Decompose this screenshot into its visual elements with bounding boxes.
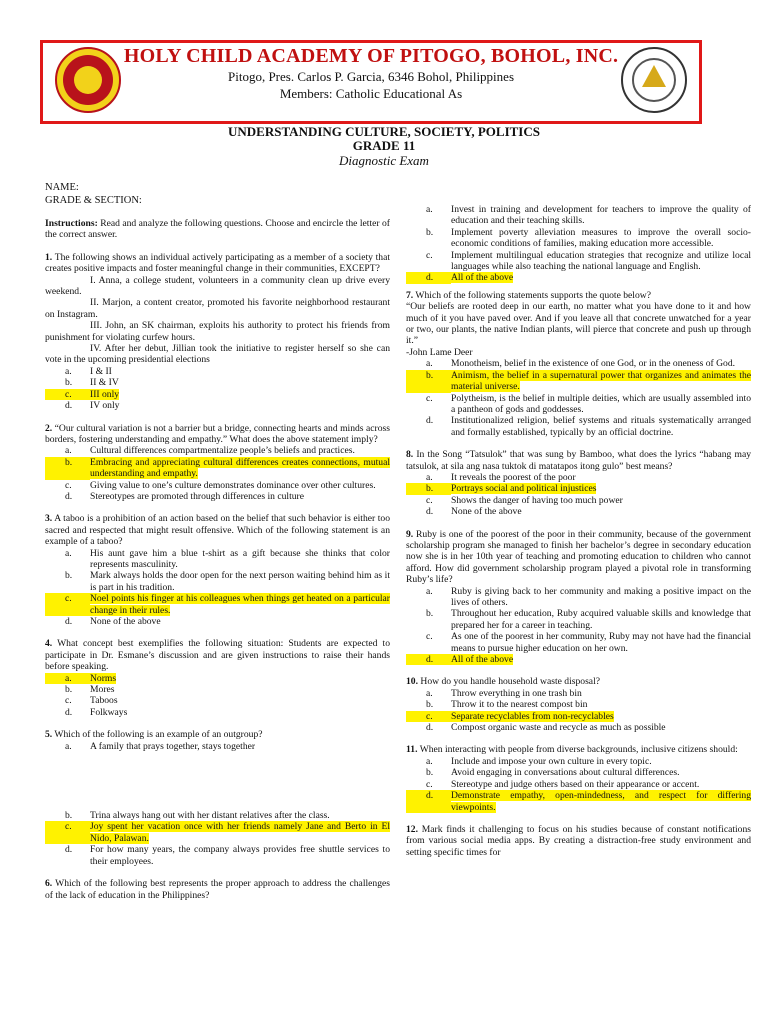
question-number: 11. <box>406 744 418 756</box>
question-stem: The following shows an individual actively participating as a member of a society that creates positive impacts and foster meaningful change in their communities, EXCEPT? <box>45 251 390 275</box>
question-number: 9. <box>406 528 414 540</box>
question-5 <box>45 729 390 740</box>
exam-type: Diagnostic Exam <box>339 153 429 168</box>
answer-option[interactable]: b. II & IV <box>65 377 119 389</box>
answer-option[interactable]: d. IV only <box>65 400 120 412</box>
answer-option[interactable]: d. Stereotypes are promoted through differences in culture <box>65 490 305 502</box>
quote-author: -John Lame Deer <box>406 346 473 358</box>
question-4 <box>45 638 390 672</box>
question-stem: Mark finds it challenging to focus on his studies because of constant notifications from various social media apps. By creating a distraction-free study environment and setting specific times for <box>406 823 751 858</box>
answer-option[interactable]: a. I & II <box>65 365 112 377</box>
question-stem: Which of the following best represents the proper approach to address the challenges of the lack of education in the Philippines? <box>45 878 390 901</box>
answer-option-highlighted[interactable]: b. Animism, the belief in a supernatural power that organizes and animates the material universe. <box>406 370 751 393</box>
answer-option[interactable]: d. Institutionalized religion, belief systems and rituals systematically arranged and formally established, typically by an official doctrine. <box>426 415 751 438</box>
answer-option[interactable]: d. Compost organic waste and recycle as much as possible <box>426 722 666 734</box>
question-stem: Which of the following statements supports the quote below? <box>413 289 651 301</box>
question-number: 7. <box>406 289 414 301</box>
answer-option[interactable]: c. Taboos <box>65 695 118 707</box>
question-number: 1. <box>45 251 53 263</box>
answer-option[interactable]: a. Ruby is giving back to her community and making a positive impact on the lives of others. <box>426 585 751 608</box>
instructions-text: Read and analyze the following questions. Choose and encircle the letter of the correct answer. <box>45 218 390 241</box>
blank-space <box>45 752 390 810</box>
answer-option[interactable]: c. Shows the danger of having too much power <box>426 494 623 506</box>
answer-option[interactable]: a. Include and impose your own culture in every topic. <box>426 755 652 767</box>
answer-option[interactable]: b. Throughout her education, Ruby acquired valuable skills and knowledge that prepared her for a career in teaching. <box>426 608 751 631</box>
instructions-label: Instructions: <box>45 218 98 229</box>
answer-option[interactable]: d. None of the above <box>426 506 522 518</box>
question-stem: How do you handle household waste disposal? <box>418 676 600 688</box>
school-header <box>40 40 702 124</box>
question-6 <box>45 878 390 901</box>
question-3 <box>45 513 390 547</box>
school-name: HOLY CHILD ACADEMY OF PITOGO, BOHOL, INC. <box>123 45 619 67</box>
instructions <box>45 218 390 241</box>
answer-option-highlighted[interactable]: d. All of the above <box>406 272 751 283</box>
question-number: 8. <box>406 449 414 461</box>
question-10 <box>406 676 751 687</box>
answer-option[interactable]: b. Throw it to the nearest compost bin <box>426 699 588 711</box>
question-number: 4. <box>45 638 53 650</box>
answer-option-highlighted[interactable]: c. Noel points his finger at his colleagues when things get heated on a particular change in their rules. <box>45 593 390 616</box>
question-stem: A taboo is a prohibition of an action based on the belief that such behavior is either too sacred and respected that might result offensive. Which of the following statement is an example of a taboo? <box>45 513 390 548</box>
question-number: 10. <box>406 676 418 688</box>
question-11 <box>406 744 751 755</box>
answer-option[interactable]: b. Mores <box>65 684 115 696</box>
answer-option-highlighted[interactable]: d. Demonstrate empathy, open-mindedness, and respect for differing viewpoints. <box>406 790 751 813</box>
subject-title: UNDERSTANDING CULTURE, SOCIETY, POLITICS <box>228 124 540 139</box>
answer-option[interactable]: a. Throw everything in one trash bin <box>426 687 582 699</box>
question-9 <box>406 529 751 586</box>
answer-option-highlighted[interactable]: b. Portrays social and political injustices <box>406 483 751 494</box>
answer-option[interactable]: a. Monotheism, belief in the existence of one God, or in the oneness of God. <box>426 358 736 370</box>
question-number: 12. <box>406 823 418 835</box>
answer-option-highlighted[interactable]: a. Norms <box>45 673 390 684</box>
school-members: Members: Catholic Educational As <box>279 86 463 101</box>
question-number: 3. <box>45 513 53 525</box>
exam-title-block <box>0 125 768 168</box>
answer-option[interactable]: a. Invest in training and development for teachers to improve the quality of education and their teaching skills. <box>426 204 751 227</box>
answer-option-highlighted[interactable]: c. III only <box>45 389 390 400</box>
answer-option-highlighted[interactable]: d. All of the above <box>406 654 751 665</box>
answer-option[interactable]: b. Avoid engaging in conversations about cultural differences. <box>426 767 680 779</box>
statement: II. Marjon, a content creator, promoted his favorite neighborhood restaurant on Instagram. <box>45 297 390 320</box>
answer-option[interactable]: c. Polytheism, is the belief in multiple deities, which are usually assembled into a pantheon of gods and goddesses. <box>426 392 751 415</box>
question-stem: When interacting with people from diverse backgrounds, inclusive citizens should: <box>417 744 738 756</box>
answer-option[interactable]: a. His aunt gave him a blue t-shirt as a gift because she thinks that color represents masculinity. <box>65 547 390 570</box>
question-12 <box>406 824 751 858</box>
answer-option[interactable]: c. Implement multilingual education strategies that recognize and utilize local languages while also teaching the national language and English. <box>426 249 751 273</box>
question-8 <box>406 449 751 472</box>
statement: IV. After her debut, Jillian took the initiative to register herself so she can vote in the upcoming presidential elections <box>45 343 390 366</box>
answer-option[interactable]: c. Stereotype and judge others based on their appearance or accent. <box>426 778 700 790</box>
grade-title: GRADE 11 <box>352 138 416 153</box>
name-label: NAME: <box>45 182 79 193</box>
question-number: 6. <box>45 878 53 890</box>
answer-option[interactable]: c. Giving value to one’s culture demonstrates dominance over other cultures. <box>65 479 376 491</box>
question-2 <box>45 423 390 446</box>
question-stem: Ruby is one of the poorest of the poor in their community, because of the government scholarship program she managed to finish her bachelor’s degree in secondary education now she is in her 10th year of teaching and promoting education to children who cannot afford. How did government scholarship program played a pivotal role in transforming Ruby’s life? <box>406 528 751 586</box>
question-stem: “Our cultural variation is not a barrier but a bridge, connecting hearts and minds across borders, fostering understanding and empathy.” What does the above statement imply? <box>45 422 390 445</box>
statement: I. Anna, a college student, volunteers in a community clean up drive every weekend. <box>45 274 390 298</box>
question-stem: Which of the following is an example of an outgroup? <box>52 729 263 741</box>
answer-option[interactable]: a. It reveals the poorest of the poor <box>426 471 576 483</box>
question-stem: What concept best exemplifies the following situation: Students are expected to participate in Dr. Esmane’s discussion and are given instructions to raise their hands before speaking. <box>45 638 390 673</box>
answer-option[interactable]: b. Trina always hang out with her distant relatives after the class. <box>65 810 330 822</box>
question-stem: In the Song “Tatsulok” that was sung by Bamboo, what does the lyrics “habang may tatsulok, at sila ang nasa tuktok di matatapos itong gulo” best means? <box>406 449 751 472</box>
answer-option[interactable]: a. A family that prays together, stays together <box>65 740 256 752</box>
answer-option[interactable]: c. As one of the poorest in her community, Ruby may not have had the financial means to pursue higher education on her own. <box>426 631 751 654</box>
question-7 <box>406 290 751 301</box>
right-column <box>406 204 751 858</box>
question-1 <box>45 252 390 275</box>
question-number: 2. <box>45 422 53 434</box>
answer-option[interactable]: d. None of the above <box>65 616 161 627</box>
answer-option-highlighted[interactable]: c. Separate recyclables from non-recyclables <box>406 711 751 722</box>
left-column <box>45 181 390 901</box>
answer-option[interactable]: b. Implement poverty alleviation measures to improve the overall socio-economic conditions of families, making education more accessible. <box>426 226 751 250</box>
answer-option-highlighted[interactable]: c. Joy spent her vacation once with her friends namely Jane and Berto in El Nido, Palawan. <box>45 821 390 844</box>
quote: “Our beliefs are rooted deep in our earth, no matter what you have done to it and how much of it you have paved over. And if you leave all that concrete unwatched for a year or two, our plants, the native Indian plants, will pierce that concrete and push up through it.” <box>406 301 751 347</box>
answer-option[interactable]: d. For how many years, the company always provides free shuttle services to their employees. <box>65 844 390 867</box>
answer-option-highlighted[interactable]: b. Embracing and appreciating cultural differences creates connections, mutual understanding and empathy. <box>45 457 390 480</box>
answer-option[interactable]: d. Folkways <box>65 706 128 718</box>
grade-section-label: GRADE & SECTION: <box>45 195 142 206</box>
statement: III. John, an SK chairman, exploits his authority to protect his friends from punishment for violating curfew hours. <box>45 320 390 343</box>
school-address: Pitogo, Pres. Carlos P. Garcia, 6346 Bohol, Philippines <box>228 69 514 84</box>
question-number: 5. <box>45 729 53 741</box>
answer-option[interactable]: a. Cultural differences compartmentalize people’s beliefs and practices. <box>65 445 355 457</box>
answer-option[interactable]: b. Mark always holds the door open for the next person waiting behind him as it is part in his tradition. <box>65 570 390 593</box>
